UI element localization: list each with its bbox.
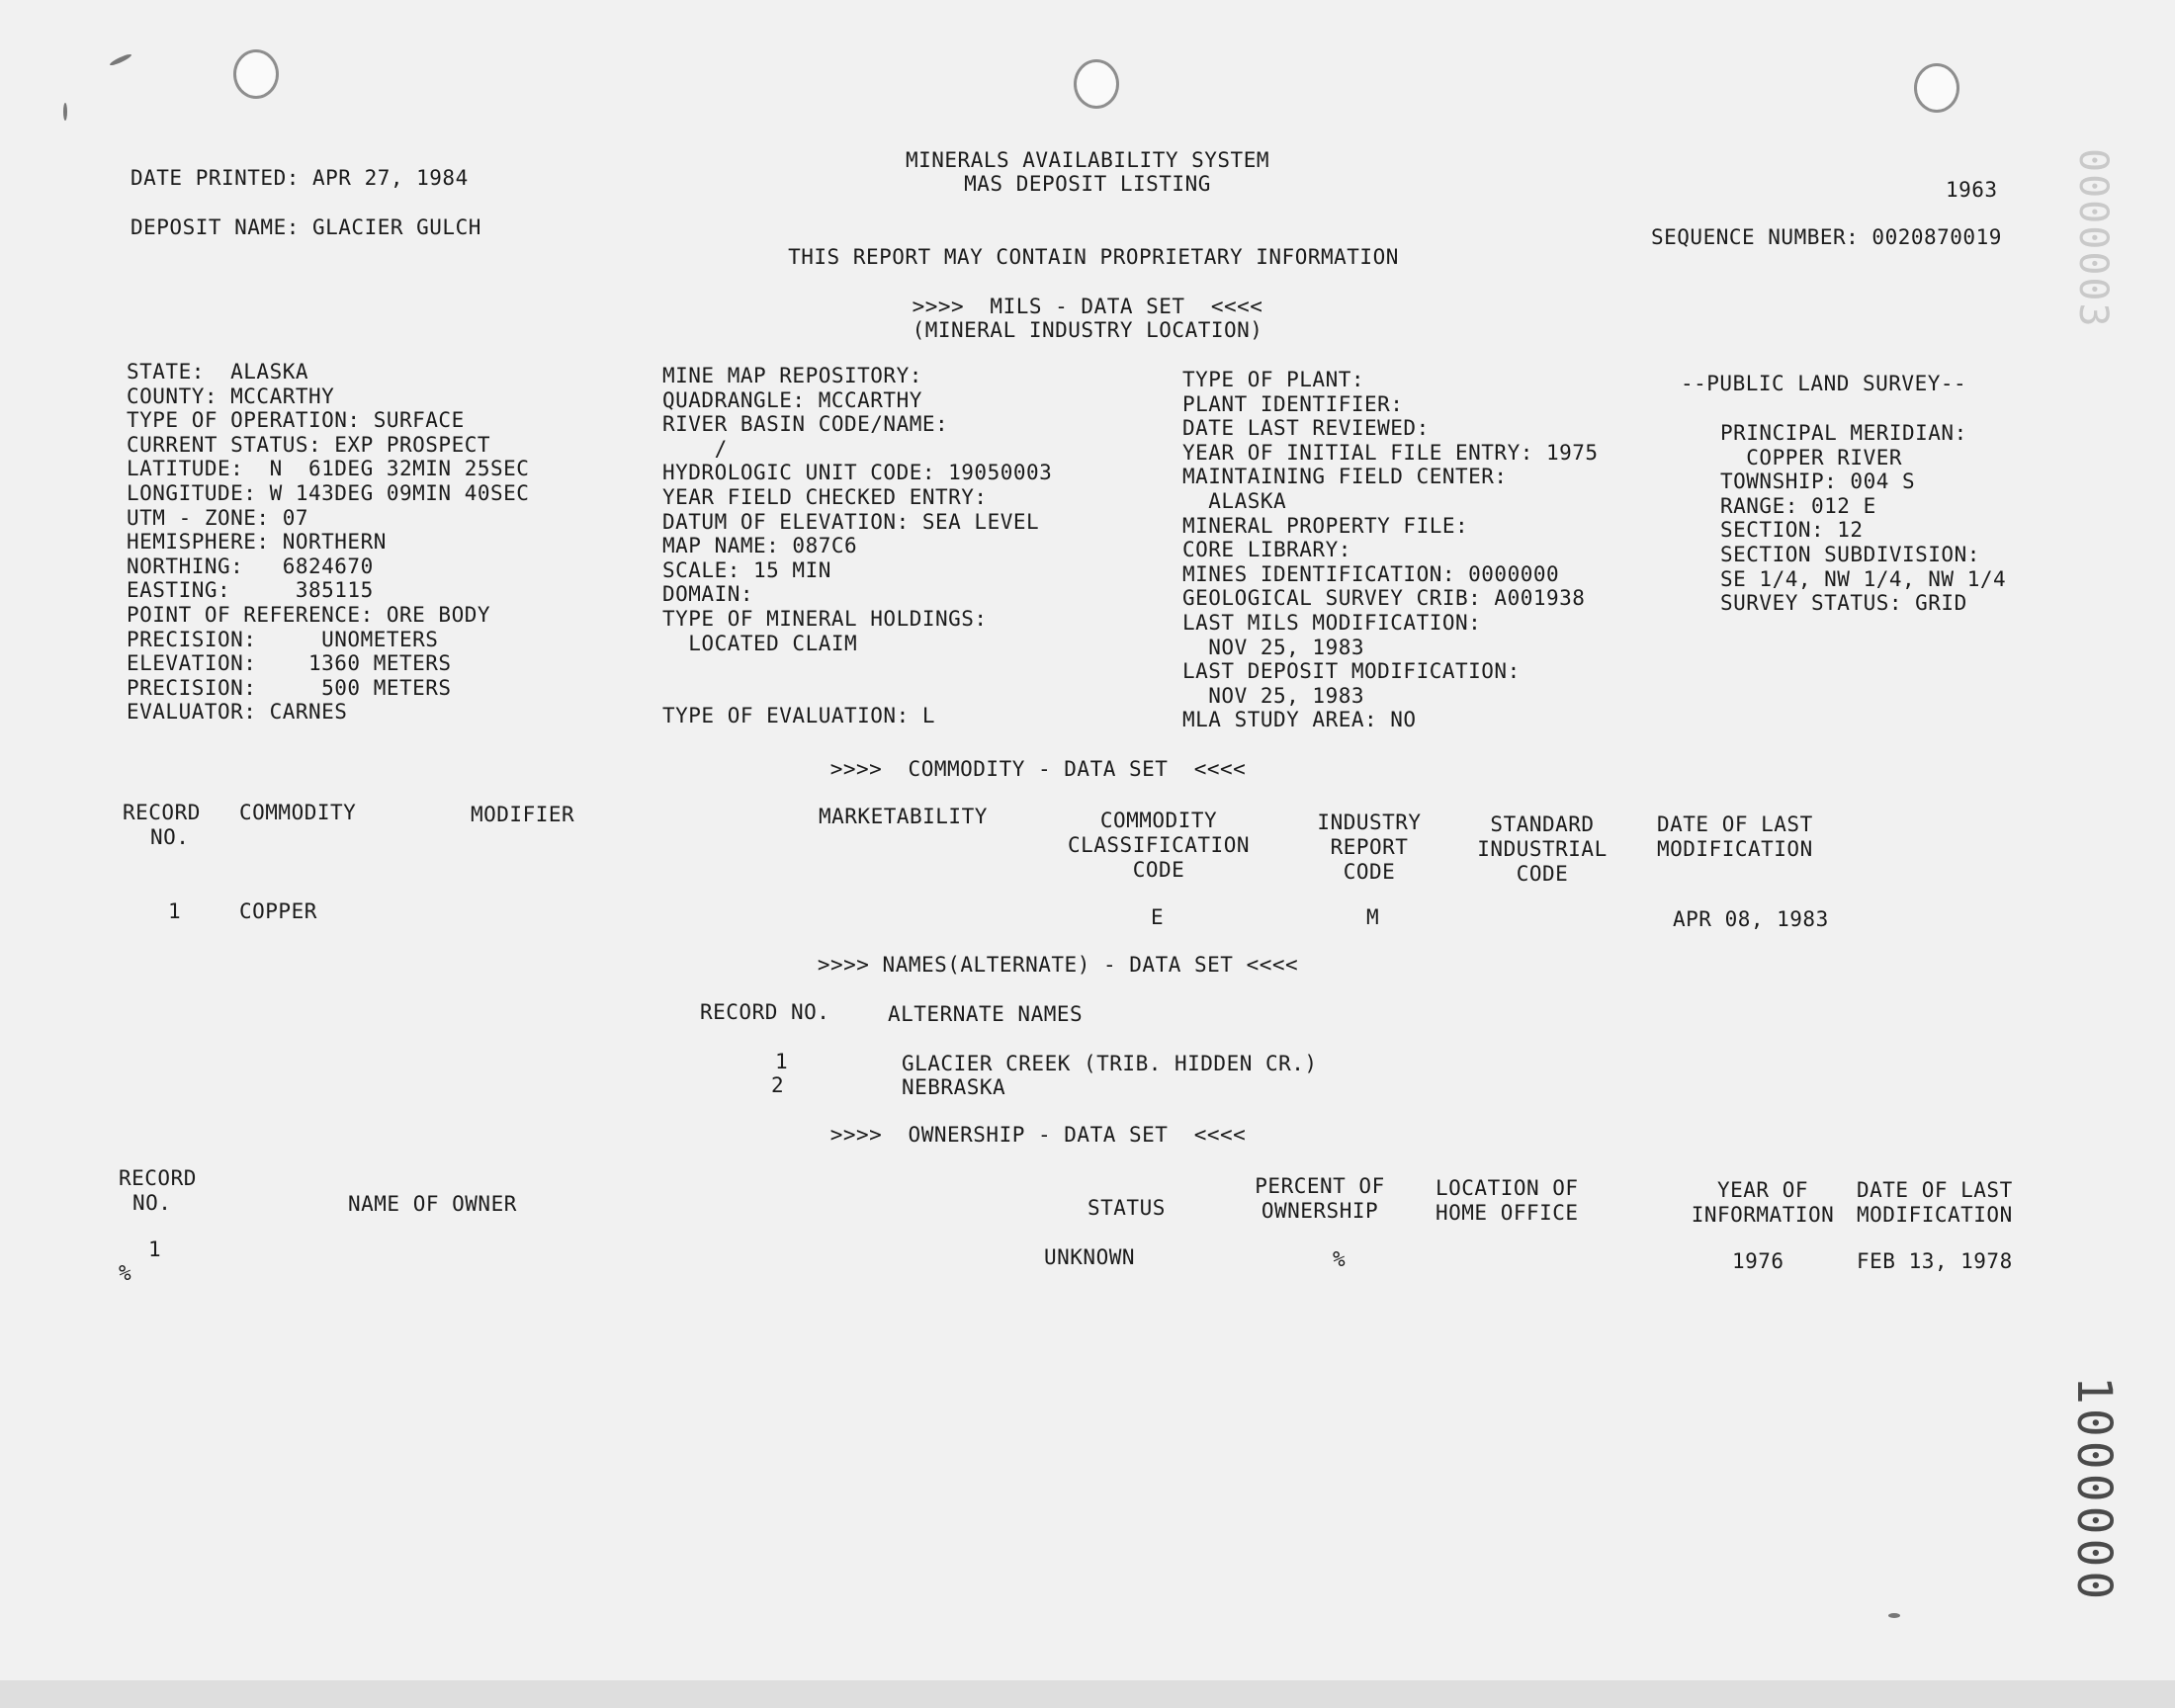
names-record: 2 [771,1073,785,1097]
commodity-record: 1 [168,899,182,923]
mils-field: RIVER BASIN CODE/NAME: [662,412,949,437]
mils-field: ELEVATION: 1360 METERS [127,651,452,676]
mils-field: GEOLOGICAL SURVEY CRIB: A001938 [1182,586,1586,611]
ink-mark [109,52,132,67]
commodity-name: COPPER [239,899,317,923]
proprietary-notice: THIS REPORT MAY CONTAIN PROPRIETARY INFORMATION [788,245,1399,269]
ownership-heading: >>>> OWNERSHIP - DATA SET <<<< [829,1123,1247,1147]
mils-subheading: (MINERAL INDUSTRY LOCATION) [912,318,1263,342]
mils-field: / [662,436,728,461]
commodity-heading: >>>> COMMODITY - DATA SET <<<< [829,757,1247,781]
mils-field: DATE LAST REVIEWED: [1182,416,1430,441]
commodity-header-classification: CLASSIFICATION [1067,833,1250,857]
mils-field: MINES IDENTIFICATION: 0000000 [1182,561,1560,586]
names-alternate: NEBRASKA [902,1075,1006,1099]
punch-hole-left [233,49,279,99]
listing-title: MAS DEPOSIT LISTING [964,172,1211,196]
mils-field: RANGE: 012 E [1720,493,1876,518]
mils-field: STATE: ALASKA [127,360,309,384]
names-heading: >>>> NAMES(ALTERNATE) - DATA SET <<<< [817,953,1299,977]
commodity-header-classification: CODE [1132,858,1185,882]
mils-field: POINT OF REFERENCE: ORE BODY [127,602,491,627]
mils-field: TYPE OF MINERAL HOLDINGS: [662,606,988,631]
ownership-status: UNKNOWN [1044,1245,1136,1269]
mils-field: PRINCIPAL MERIDIAN: [1720,421,1967,445]
mils-field: HEMISPHERE: NORTHERN [127,530,387,555]
mils-field: DOMAIN: [662,582,754,607]
public-land-survey-heading: --PUBLIC LAND SURVEY-- [1681,372,1967,395]
mils-field: CURRENT STATUS: EXP PROSPECT [127,432,491,457]
ownership-header-date: DATE OF LAST [1857,1178,2013,1202]
mils-field: QUADRANGLE: MCCARTHY [662,387,922,412]
ownership-header-location: LOCATION OF [1436,1176,1579,1200]
ownership-header-location: HOME OFFICE [1436,1201,1579,1225]
commodity-header-record: NO. [150,825,190,849]
mils-field: SECTION SUBDIVISION: [1720,542,1980,566]
mils-field: LOCATED CLAIM [662,631,858,655]
mils-field: DATUM OF ELEVATION: SEA LEVEL [662,509,1040,534]
mils-field: MINE MAP REPOSITORY: [662,364,922,387]
ink-mark [63,103,67,121]
commodity-industry: M [1366,905,1380,929]
mils-field [662,680,1052,705]
commodity-header-commodity: COMMODITY [239,801,357,824]
mils-field [662,655,1052,680]
mils-field: PRECISION: UNOMETERS [127,627,439,651]
mils-field: NOV 25, 1983 [1182,635,1365,659]
ownership-header-status: STATUS [1088,1196,1166,1220]
names-record: 1 [775,1050,789,1073]
commodity-header-industry: REPORT [1330,835,1409,859]
mils-field: SURVEY STATUS: GRID [1720,591,1967,616]
sequence-number: SEQUENCE NUMBER: 0020870019 [1651,225,2002,249]
commodity-header-standard: CODE [1516,862,1569,886]
ownership-header-owner: NAME OF OWNER [348,1192,517,1216]
ink-mark [1888,1613,1900,1618]
mils-column-mapping [662,364,1052,728]
mils-field: PLANT IDENTIFIER: [1182,391,1404,416]
margin-stamp: 1000000 [2066,1376,2122,1604]
mils-heading: >>>> MILS - DATA SET <<<< [912,295,1263,318]
commodity-header-modifier: MODIFIER [471,803,575,826]
mils-field: PRECISION: 500 METERS [127,675,452,700]
commodity-header-marketability: MARKETABILITY [819,805,988,828]
mils-field: YEAR FIELD CHECKED ENTRY: [662,484,988,509]
mils-column-location [127,360,529,725]
mils-field: EVALUATOR: CARNES [127,700,348,725]
mils-field: TYPE OF EVALUATION: L [662,704,936,728]
mils-field: LAST DEPOSIT MODIFICATION: [1182,659,1521,684]
ghost-stamp: 0000003 [2070,148,2116,329]
commodity-header-date: DATE OF LAST [1657,812,1813,836]
mils-field: TYPE OF PLANT: [1182,368,1365,391]
deposit-name: DEPOSIT NAME: GLACIER GULCH [130,215,481,239]
ownership-header-year: INFORMATION [1691,1203,1835,1227]
commodity-header-industry: INDUSTRY [1317,811,1422,834]
mils-field: LONGITUDE: W 143DEG 09MIN 40SEC [127,480,530,505]
date-printed: DATE PRINTED: APR 27, 1984 [130,166,469,190]
commodity-header-standard: INDUSTRIAL [1477,837,1608,861]
mils-field: NOV 25, 1983 [1182,683,1365,708]
commodity-header-classification: COMMODITY [1099,809,1218,832]
mils-field: MINERAL PROPERTY FILE: [1182,513,1469,538]
mils-field: MAP NAME: 087C6 [662,534,858,558]
mils-field: SCALE: 15 MIN [662,557,831,582]
commodity-classification: E [1151,905,1165,929]
mils-column-file [1182,368,1599,732]
page-number: 1963 [1946,178,1998,202]
ownership-header-record: NO. [132,1191,172,1215]
commodity-date: APR 08, 1983 [1673,907,1829,931]
commodity-header-standard: STANDARD [1490,812,1595,836]
ownership-record: 1 [148,1238,162,1261]
ownership-percent: % [1333,1247,1347,1271]
names-alternate: GLACIER CREEK (TRIB. HIDDEN CR.) [902,1052,1318,1075]
system-title: MINERALS AVAILABILITY SYSTEM [905,148,1269,172]
names-header-names: ALTERNATE NAMES [888,1002,1084,1026]
ownership-header-record: RECORD [119,1166,197,1190]
mils-field: ALASKA [1182,488,1287,513]
ownership-year: 1976 [1732,1249,1784,1273]
ownership-record-mark: % [119,1261,132,1285]
mils-field: LAST MILS MODIFICATION: [1182,610,1482,635]
mils-column-land-survey [1720,421,2006,616]
mils-field: EASTING: 385115 [127,578,374,603]
mils-field: NORTHING: 6824670 [127,554,374,578]
mils-field: SE 1/4, NW 1/4, NW 1/4 [1720,566,2007,591]
mils-field: SECTION: 12 [1720,518,1864,543]
commodity-header-industry: CODE [1343,860,1396,884]
mils-field: YEAR OF INITIAL FILE ENTRY: 1975 [1182,440,1599,465]
names-header-record: RECORD NO. [700,1000,830,1024]
mils-field: CORE LIBRARY: [1182,538,1351,562]
mils-field: TOWNSHIP: 004 S [1720,470,1916,494]
ownership-header-percent: OWNERSHIP [1261,1199,1379,1223]
ownership-header-year: YEAR OF [1716,1178,1808,1202]
mils-field: LATITUDE: N 61DEG 32MIN 25SEC [127,457,530,481]
ownership-header-percent: PERCENT OF [1255,1174,1385,1198]
ownership-header-date: MODIFICATION [1857,1203,2013,1227]
mils-field: MLA STUDY AREA: NO [1182,708,1417,732]
commodity-header-record: RECORD [123,801,201,824]
mils-field: MAINTAINING FIELD CENTER: [1182,465,1508,489]
mils-field: TYPE OF OPERATION: SURFACE [127,408,465,433]
mils-field: UTM - ZONE: 07 [127,505,309,530]
commodity-header-date: MODIFICATION [1657,837,1813,861]
page-edge [0,1680,2175,1708]
mils-field: COPPER RIVER [1720,445,1903,470]
punch-hole-right [1914,63,1959,113]
mils-field: COUNTY: MCCARTHY [127,384,335,408]
ownership-date: FEB 13, 1978 [1857,1249,2013,1273]
punch-hole-center [1074,59,1119,109]
mils-field: HYDROLOGIC UNIT CODE: 19050003 [662,461,1053,485]
